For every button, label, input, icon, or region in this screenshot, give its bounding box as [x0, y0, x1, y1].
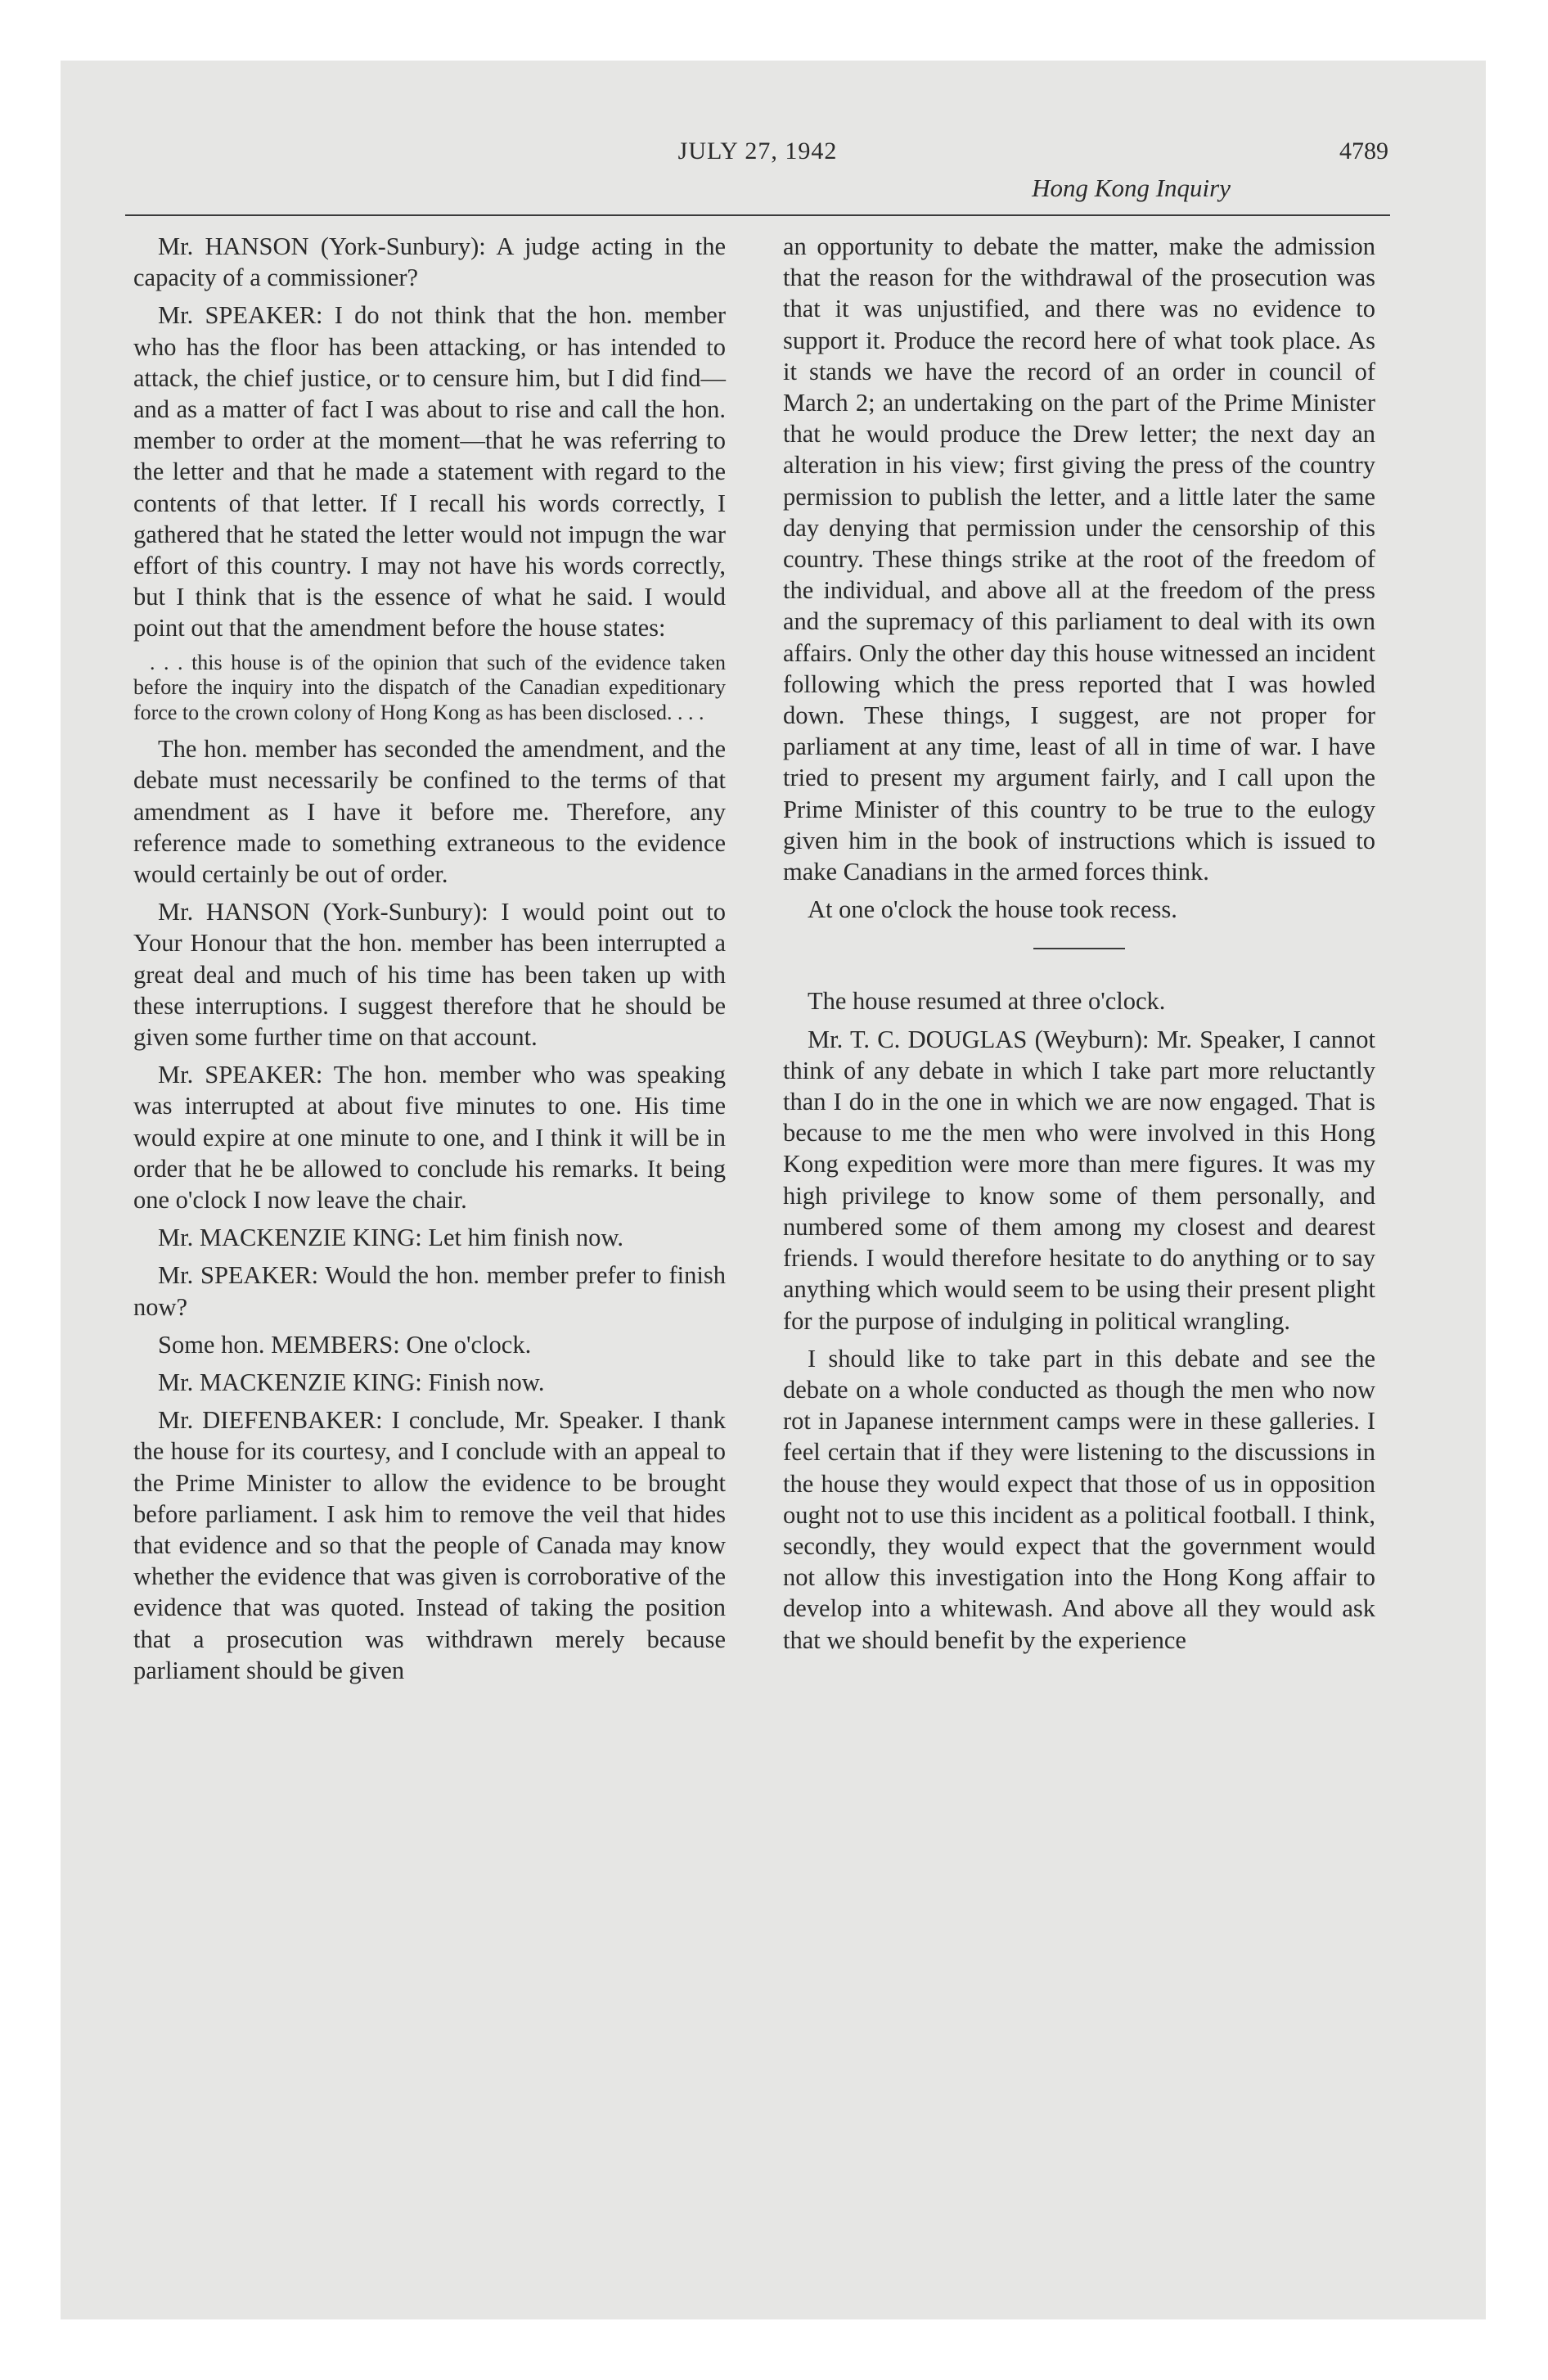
paragraph-diefenbaker-cont: an opportunity to debate the matter, make the admission that the reason for the withdrawal of the prosecution was that it was unjustified, and there was no evidence to support it. Produce the record here of what took place. As it stands we have the record of an order in council of March 2; an undertaking on the part of the Prime Minister that he would produce the Drew letter; the next day an alteration in his view; first giving the press of the country permission to publish the letter, and a little later the same day denying that permission under the censorship of this country. These things strike at the root of the freedom of the individual, and above all at the freedom of the press and the supremacy of this parliament to deal with its own affairs. Only the other day this house witnessed an incident following which the press reported that I was howled down. These things, I suggest, are not proper for parliament at any time, least of all in time of war. I have tried to present my argument fairly, and I call upon the Prime Minister of this country to be true to the eulogy given him in the book of instructions which is issued to make Canadians in the armed forces think. — [783, 232, 1375, 886]
section-divider — [1033, 948, 1125, 949]
paragraph-members: Some hon. MEMBERS: One o'clock. — [158, 1330, 532, 1359]
right-column — [783, 231, 1375, 1662]
paragraph-diefenbaker: Mr. DIEFENBAKER: I conclude, Mr. Speaker. I thank the house for its courtesy, and I conclude with an appeal to the Prime Minister to allow the evidence to be brought before parliament. I ask him to remove the veil that hides that evidence and so that the people of Canada may know whether the evidence that was given is corroborative of the evidence that was quoted. Instead of taking the position that a prosecution was withdrawn merely because parliament should be given — [133, 1406, 726, 1684]
quoted-amendment: . . . this house is of the opinion that such of the evidence taken before the inquiry into the dispatch of the Canadian expeditionary force to the crown colony of Hong Kong as has been disclosed. . . . — [133, 650, 726, 724]
paragraph-king-2: Mr. MACKENZIE KING: Finish now. — [158, 1368, 545, 1396]
header-topic: Hong Kong Inquiry — [1032, 174, 1231, 202]
paragraph-speaker-1: Mr. SPEAKER: I do not think that the hon. member who has the floor has been attacking, or has intended to attack, the chief justice, or to censure him, but I did find—and as a matter of fact I was about to rise and call the hon. member to order at the moment—that he was referring to the letter and that he made a statement with regard to the contents of that letter. If I recall his words correctly, I gathered that he stated the letter would not impugn the war effort of this country. I may not have his words correctly, but I think that is the essence of what he said. I would point out that the amendment before the house states: — [133, 301, 726, 642]
paragraph-speaker-1-cont: The hon. member has seconded the amendment, and the debate must necessarily be confined to the terms of that amendment as I have it before me. Therefore, any reference made to something extraneous to the evidence would certainly be out of order. — [133, 735, 726, 888]
paragraph-king-1: Mr. MACKENZIE KING: Let him finish now. — [158, 1224, 624, 1252]
resumed-note: The house resumed at three o'clock. — [808, 987, 1166, 1016]
recess-note: At one o'clock the house took recess. — [808, 895, 1177, 924]
header-page-number: 4789 — [1339, 137, 1388, 165]
paragraph-speaker-3: Mr. SPEAKER: Would the hon. member prefer to finish now? — [133, 1261, 726, 1321]
page-header — [125, 136, 1390, 216]
paragraph-hanson-2: Mr. HANSON (York-Sunbury): I would point out to Your Honour that the hon. member has been interrupted a great deal and much of his time has been taken up with these interruptions. I suggest therefore that he should be given some further time on that account. — [133, 898, 726, 1051]
paragraph-douglas-2: I should like to take part in this debate and see the debate on a whole conducted as though the men who now rot in Japanese internment camps were in these galleries. I feel certain that if they were listening to the discussions in the house they would expect that those of us in opposition ought not to use this incident as a political football. I think, secondly, they would expect that the government would not allow this investigation into the Hong Kong affair to develop into a whitewash. And above all they would ask that we should benefit by the experience — [783, 1344, 1375, 1654]
paragraph-douglas-1: Mr. T. C. DOUGLAS (Weyburn): Mr. Speaker, I cannot think of any debate in which I take part more reluctantly than I do in the one in which we are now engaged. That is because to me the men who were involved in this Hong Kong expedition were more than mere figures. It was my high privilege to know some of them personally, and numbered some of them among my closest and dearest friends. I would therefore hesitate to do anything or to say anything which would seem to be using their present plight for the purpose of indulging in political wrangling. — [783, 1025, 1375, 1335]
paragraph-hanson-1: Mr. HANSON (York-Sunbury): A judge acting in the capacity of a commissioner? — [133, 232, 726, 292]
paragraph-speaker-2: Mr. SPEAKER: The hon. member who was speaking was interrupted at about five minutes to one. His time would expire at one minute to one, and I think it will be in order that he be allowed to conclude his remarks. It being one o'clock I now leave the chair. — [133, 1061, 726, 1214]
header-date: JULY 27, 1942 — [677, 137, 838, 165]
left-column — [133, 231, 726, 1693]
